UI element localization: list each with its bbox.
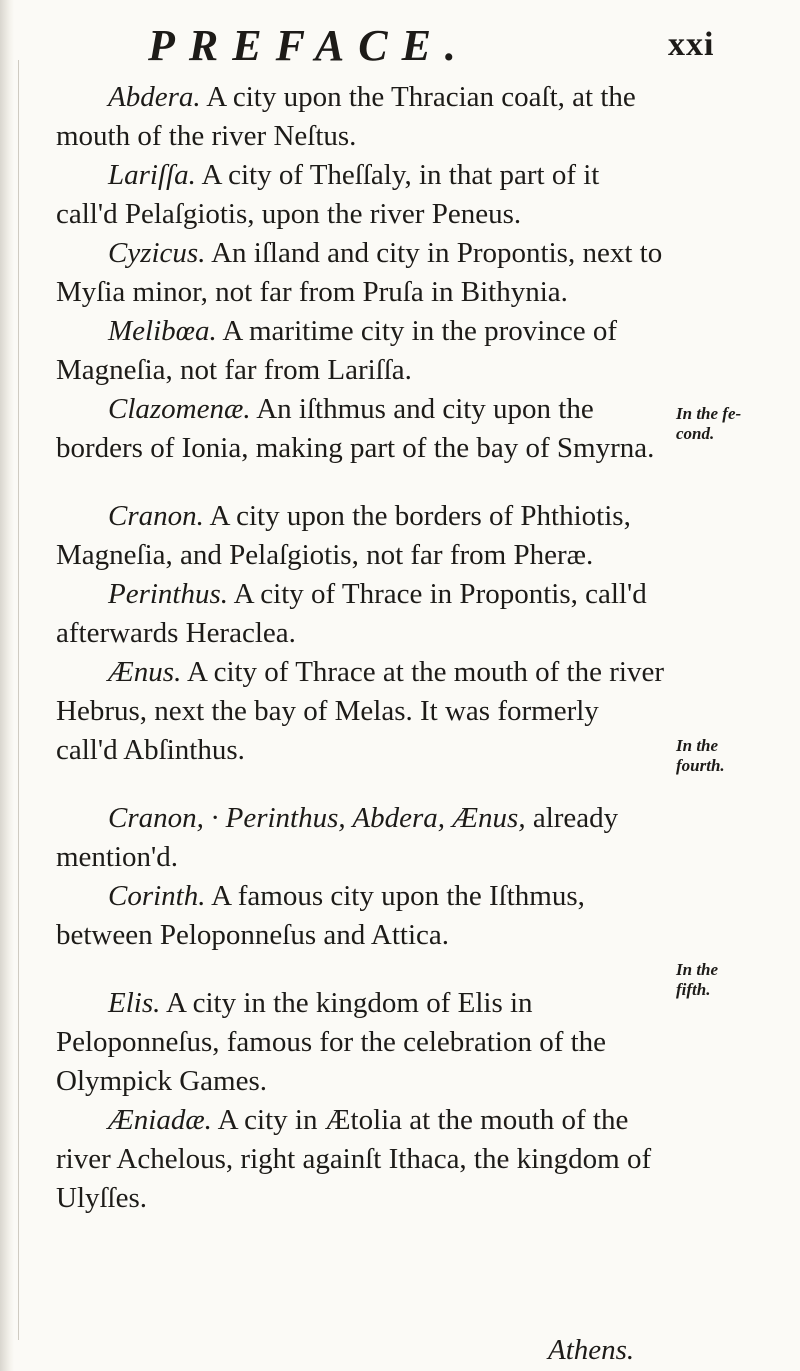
entry-text: An iſland and city in Propontis, next to Myſia minor, not far from Pruſa in Bithynia.: [56, 237, 663, 308]
entry-term: Elis.: [108, 987, 161, 1019]
body-text: [56, 78, 666, 1218]
entry-text: A city of Thrace in Propontis, call'd afterwards Heraclea.: [56, 578, 647, 649]
gutter-line: [18, 60, 19, 1340]
margin-note-line: fifth.: [676, 980, 711, 999]
margin-note-line: cond.: [676, 424, 715, 443]
entry-text: An iſthmus and city upon the borders of Ionia, making part of the bay of Smyrna.: [56, 393, 655, 464]
entry-aenus: [56, 653, 666, 770]
entry-abdera: [56, 78, 666, 156]
entry-term: Melibœa.: [108, 315, 217, 347]
entry-already-mentioned: [56, 799, 666, 877]
entry-term: Cyzicus.: [108, 237, 206, 269]
margin-note-line: fourth.: [676, 756, 725, 775]
entry-text: A city upon the borders of Phthiotis, Magneſia, and Pelaſgiotis, not far from Pheræ.: [56, 500, 631, 571]
entry-term: Cranon.: [108, 500, 204, 532]
binding-shadow: [0, 0, 14, 1371]
entry-larissa: [56, 156, 666, 234]
margin-note-line: In the fe-: [676, 404, 742, 423]
margin-note-fifth: [676, 960, 780, 1000]
entry-term: Lariſſa.: [108, 159, 196, 191]
entry-meliboea: [56, 312, 666, 390]
entry-elis: [56, 984, 666, 1101]
entry-text: A city of Theſſaly, in that part of it call'd Pelaſgiotis, upon the river Peneus.: [56, 159, 600, 230]
entry-clazomenae: [56, 390, 666, 468]
entry-aeniadae: [56, 1101, 666, 1218]
entry-term: Ænus.: [108, 656, 182, 688]
entry-text: A city in Ætolia at the mouth of the river Achelous, right againſt Ithaca, the kingdom of Ulyſſes.: [56, 1104, 652, 1214]
catchword: Athens.: [548, 1334, 635, 1366]
page-number: xxi: [668, 26, 715, 63]
entry-term: Æniadæ.: [108, 1104, 212, 1136]
margin-note-line: In the: [676, 736, 719, 755]
entry-term: Corinth.: [108, 880, 206, 912]
entry-corinth: [56, 877, 666, 955]
margin-note-line: In the: [676, 960, 719, 979]
entry-perinthus: [56, 575, 666, 653]
entry-text: A city in the kingdom of Elis in Peloponneſus, famous for the celebration of the Olympick Games.: [56, 987, 607, 1097]
entry-cyzicus: [56, 234, 666, 312]
entry-text: A maritime city in the province of Magneſia, not far from Lariſſa.: [56, 315, 618, 386]
entry-cranon: [56, 497, 666, 575]
margin-note-fourth: [676, 736, 780, 776]
entry-term: Clazomenæ.: [108, 393, 251, 425]
entry-term: Abdera.: [108, 81, 201, 113]
entry-text: A city of Thrace at the mouth of the river Hebrus, next the bay of Melas. It was formerly call'd Abſinthus.: [56, 656, 664, 766]
entry-text: A city upon the Thracian coaſt, at the mouth of the river Neſtus.: [56, 81, 636, 152]
page-header: [0, 20, 800, 80]
entry-text: already mention'd.: [56, 802, 619, 873]
entry-text: A famous city upon the Iſthmus, between Peloponneſus and Attica.: [56, 880, 585, 951]
running-head: PREFACE.: [148, 21, 470, 70]
entry-term: Perinthus.: [108, 578, 229, 610]
margin-note-second: [676, 404, 780, 444]
entry-term: Cranon, · Perinthus, Abdera, Ænus,: [108, 802, 526, 834]
